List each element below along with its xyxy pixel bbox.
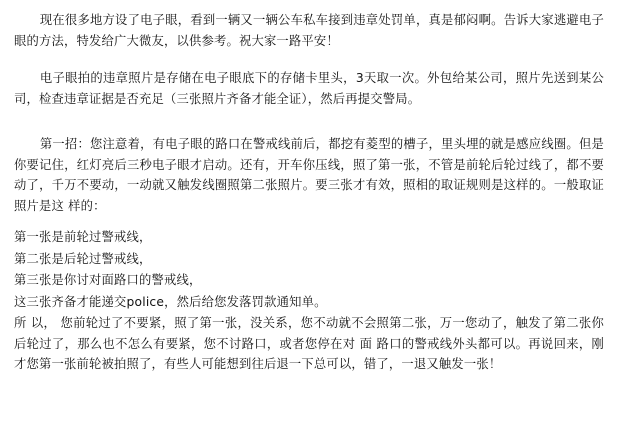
paragraph-rule-2: 第二张是后轮过警戒线， [14,251,152,266]
paragraph-tip-2: 所 以， 您前轮过了不要紧，照了第一张，没关系，您不动就不会照第二张，万一您动了，触发了第二张你后轮过了，那么也不怎么有要紧，您不讨路口，或者您停在对 面 路口的警戒线外头都可以。再说回来，刚才您第一张前轮被拍照了，有些人可能想到往后退一下总可以，错了，一退又触发一张！ [14,316,604,371]
paragraph-tip-1: 第一招：您注意着，有电子眼的路口在警戒线前后，都挖有菱型的槽子，里头埋的就是感应线圈。但是你要记住，红灯亮后三秒电子眼才启动。还有，开车你压线，照了第一张，不管是前轮后轮过线了，都不要动了，千万不要动，一动就又触发线圈照第二张照片。要三张才有效，照相的取证规则是这样的。一般取证照片是这 样的： [14,137,604,213]
paragraph-rule-1: 第一张是前轮过警戒线， [14,230,152,244]
paragraph-rule-4: 这三张齐备才能递交police，然后给您发落罚款通知单。 [14,294,327,309]
paragraph-rule-3: 第三张是你讨对面路口的警戒线， [14,273,202,287]
paragraph-intro-1: 现在很多地方设了电子眼，看到一辆又一辆公车私车接到违章处罚单，真是郁闷啊。告诉大家逃避电子眼的方法，特发给广大微友，以供参考。祝大家一路平安！ [14,13,604,48]
paragraph-intro-2: 电子眼拍的违章照片是存储在电子眼底下的存储卡里头，3天取一次。外包给某公司，照片先送到某公司，检查违章证据是否充足（三张照片齐备才能全证），然后再提交警局。 [14,71,604,106]
